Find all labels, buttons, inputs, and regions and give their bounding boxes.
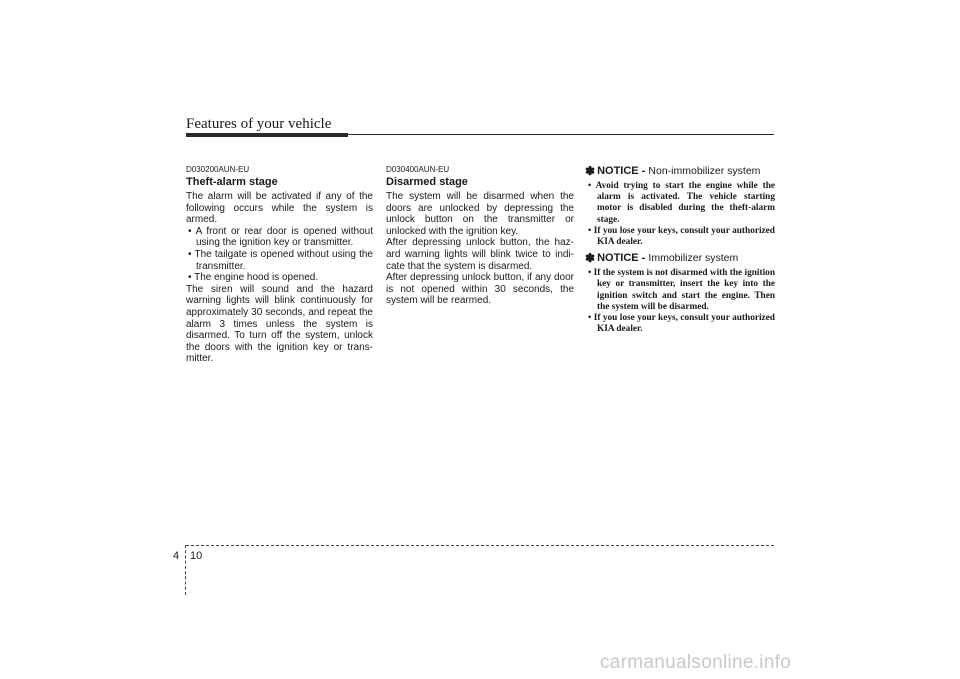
column-theft-alarm	[186, 165, 373, 365]
notice-title	[585, 252, 775, 264]
notice-bullet: • If you lose your keys, consult your authorized KIA dealer.	[588, 313, 775, 335]
footer-rule	[186, 545, 774, 546]
section-heading: Theft-alarm stage	[186, 176, 278, 188]
notice-bullet: • Avoid trying to start the engine while the alarm is activated. The vehicle starting motor is disabled during the theft-alarm stage.	[588, 181, 775, 225]
notice-star-icon: ✽	[585, 164, 596, 178]
watermark: carmanualsonline.info	[600, 652, 792, 673]
notice-title	[585, 165, 775, 177]
column-disarmed	[386, 165, 574, 307]
footer-divider	[185, 545, 186, 595]
notice-star-icon: ✽	[585, 251, 596, 266]
bullet-item: • A front or rear door is opened without using the ignition key or transmitter.	[188, 225, 373, 249]
header-rule-thin	[348, 134, 774, 135]
column-notices	[585, 165, 775, 335]
bullet-item: • The engine hood is opened.	[188, 272, 319, 284]
paragraph: After depressing unlock button, if any door is not opened within 30 seconds, the system will be rearmed.	[386, 272, 574, 307]
section-code: D030400AUN-EU	[386, 165, 450, 174]
header-rule-thick	[186, 133, 348, 137]
page-header-title: Features of your vehicle	[186, 116, 332, 132]
notice-label: NOTICE -	[597, 252, 646, 265]
page-number: 10	[190, 550, 203, 562]
section-code: D030200AUN-EU	[186, 165, 250, 174]
notice-label: NOTICE -	[597, 165, 646, 177]
chapter-number: 4	[173, 550, 180, 562]
section-heading: Disarmed stage	[386, 176, 468, 188]
notice-subtitle: Non-immobilizer system	[648, 165, 761, 177]
notice-bullet: • If the system is not disarmed with the ignition key or transmitter, insert the key into the ignition switch and start the engine. Then the system will be disarmed.	[588, 268, 775, 312]
notice-subtitle: Immobilizer system	[648, 252, 739, 265]
paragraph: The system will be disarmed when the doors are unlocked by depressing the unlock button on the transmitter or unlocked with the ignition key.	[386, 191, 574, 237]
paragraph: The siren will sound and the hazard warning lights will blink continuously for approximately 30 seconds, and repeat the alarm 3 times unless the system is disarmed. To turn off the system, unlock the doors with the ignition key or trans-mitter.	[186, 283, 373, 365]
notice-bullet: • If you lose your keys, consult your authorized KIA dealer.	[588, 225, 775, 248]
paragraph: The alarm will be activated if any of the following occurs while the system is armed.	[186, 191, 373, 226]
paragraph: After depressing unlock button, the haz-ard warning lights will blink twice to indi-cate that the system is disarmed.	[386, 237, 574, 272]
bullet-item: • The tailgate is opened without using the transmitter.	[188, 248, 373, 272]
